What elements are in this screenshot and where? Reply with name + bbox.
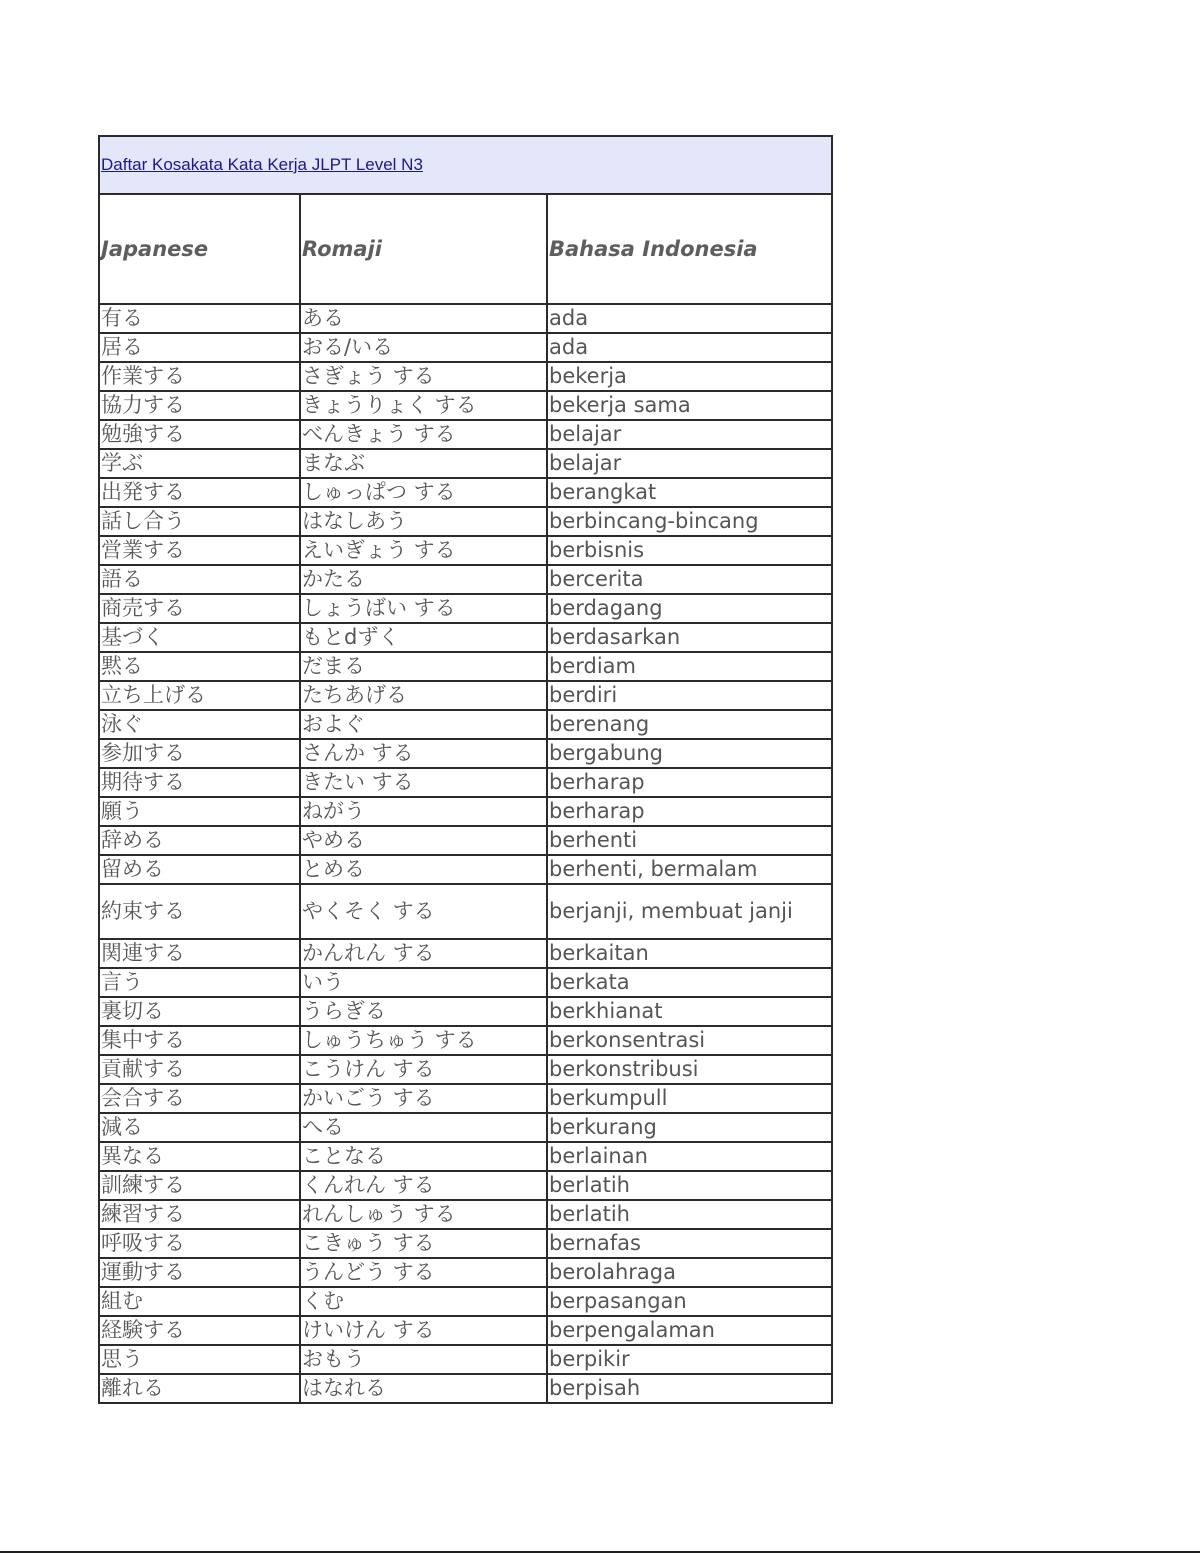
cell-romaji: はなしあう: [300, 507, 547, 536]
cell-japanese: 運動する: [99, 1258, 300, 1287]
cell-japanese: 勉強する: [99, 420, 300, 449]
cell-romaji: ある: [300, 304, 547, 333]
cell-romaji: べんきょう する: [300, 420, 547, 449]
table-row: [99, 391, 832, 420]
header-japanese: Japanese: [99, 194, 300, 304]
cell-japanese: 離れる: [99, 1374, 300, 1403]
table-row: [99, 420, 832, 449]
table-row: [99, 652, 832, 681]
cell-indonesian: bercerita: [547, 565, 832, 594]
cell-japanese: 訓練する: [99, 1171, 300, 1200]
cell-indonesian: bergabung: [547, 739, 832, 768]
table-row: [99, 968, 832, 997]
cell-indonesian: berharap: [547, 768, 832, 797]
table-row: [99, 565, 832, 594]
cell-japanese: 言う: [99, 968, 300, 997]
table-row: [99, 594, 832, 623]
cell-indonesian: berkata: [547, 968, 832, 997]
table-row: [99, 1345, 832, 1374]
cell-indonesian: berlatih: [547, 1171, 832, 1200]
cell-japanese: 練習する: [99, 1200, 300, 1229]
cell-indonesian: berpisah: [547, 1374, 832, 1403]
header-romaji: Romaji: [300, 194, 547, 304]
cell-japanese: 思う: [99, 1345, 300, 1374]
table-row: [99, 1026, 832, 1055]
cell-japanese: 減る: [99, 1113, 300, 1142]
cell-indonesian: berlatih: [547, 1200, 832, 1229]
cell-indonesian: berhenti: [547, 826, 832, 855]
table-row: [99, 884, 832, 939]
cell-indonesian: berlainan: [547, 1142, 832, 1171]
table-row: [99, 739, 832, 768]
table-row: [99, 1229, 832, 1258]
cell-indonesian: berdiam: [547, 652, 832, 681]
cell-indonesian: berdagang: [547, 594, 832, 623]
cell-japanese: 留める: [99, 855, 300, 884]
cell-romaji: かいごう する: [300, 1084, 547, 1113]
table-row: [99, 710, 832, 739]
cell-japanese: 話し合う: [99, 507, 300, 536]
cell-japanese: 商売する: [99, 594, 300, 623]
cell-japanese: 組む: [99, 1287, 300, 1316]
cell-indonesian: belajar: [547, 449, 832, 478]
cell-romaji: けいけん する: [300, 1316, 547, 1345]
cell-romaji: さんか する: [300, 739, 547, 768]
cell-romaji: もとdずく: [300, 623, 547, 652]
table-row: [99, 855, 832, 884]
cell-indonesian: berkhianat: [547, 997, 832, 1026]
cell-indonesian: berhenti, bermalam: [547, 855, 832, 884]
table-row: [99, 1113, 832, 1142]
cell-japanese: 集中する: [99, 1026, 300, 1055]
cell-indonesian: berjanji, membuat janji: [547, 884, 832, 939]
cell-japanese: 経験する: [99, 1316, 300, 1345]
cell-romaji: ねがう: [300, 797, 547, 826]
cell-indonesian: berharap: [547, 797, 832, 826]
cell-japanese: 黙る: [99, 652, 300, 681]
cell-romaji: おもう: [300, 1345, 547, 1374]
table-row: [99, 939, 832, 968]
cell-indonesian: bekerja: [547, 362, 832, 391]
cell-japanese: 会合する: [99, 1084, 300, 1113]
cell-japanese: 営業する: [99, 536, 300, 565]
cell-japanese: 語る: [99, 565, 300, 594]
cell-indonesian: berkonsentrasi: [547, 1026, 832, 1055]
table-row: [99, 1374, 832, 1403]
table-row: [99, 1200, 832, 1229]
title-row: [99, 136, 832, 194]
cell-romaji: おる/いる: [300, 333, 547, 362]
cell-japanese: 裏切る: [99, 997, 300, 1026]
cell-japanese: 貢献する: [99, 1055, 300, 1084]
table-row: [99, 768, 832, 797]
cell-romaji: こうけん する: [300, 1055, 547, 1084]
cell-romaji: たちあげる: [300, 681, 547, 710]
cell-romaji: およぐ: [300, 710, 547, 739]
cell-romaji: まなぶ: [300, 449, 547, 478]
table-body: [99, 136, 832, 1403]
table-row: [99, 304, 832, 333]
cell-indonesian: berdasarkan: [547, 623, 832, 652]
cell-indonesian: berenang: [547, 710, 832, 739]
table-row: [99, 797, 832, 826]
cell-indonesian: berpikir: [547, 1345, 832, 1374]
cell-indonesian: ada: [547, 304, 832, 333]
vocabulary-table: [98, 135, 833, 1404]
cell-indonesian: bernafas: [547, 1229, 832, 1258]
cell-romaji: ことなる: [300, 1142, 547, 1171]
cell-romaji: うらぎる: [300, 997, 547, 1026]
cell-indonesian: berbincang-bincang: [547, 507, 832, 536]
cell-indonesian: berkumpull: [547, 1084, 832, 1113]
cell-indonesian: berbisnis: [547, 536, 832, 565]
table-row: [99, 997, 832, 1026]
table-row: [99, 478, 832, 507]
cell-romaji: かんれん する: [300, 939, 547, 968]
cell-japanese: 居る: [99, 333, 300, 362]
cell-romaji: きょうりょく する: [300, 391, 547, 420]
cell-romaji: しょうばい する: [300, 594, 547, 623]
page-title-link[interactable]: Daftar Kosakata Kata Kerja JLPT Level N3: [101, 155, 423, 174]
cell-romaji: だまる: [300, 652, 547, 681]
cell-japanese: 呼吸する: [99, 1229, 300, 1258]
cell-indonesian: berangkat: [547, 478, 832, 507]
cell-romaji: へる: [300, 1113, 547, 1142]
cell-indonesian: berdiri: [547, 681, 832, 710]
cell-romaji: しゅうちゅう する: [300, 1026, 547, 1055]
cell-romaji: こきゅう する: [300, 1229, 547, 1258]
table-row: [99, 681, 832, 710]
cell-indonesian: ada: [547, 333, 832, 362]
cell-japanese: 異なる: [99, 1142, 300, 1171]
table-row: [99, 449, 832, 478]
cell-japanese: 期待する: [99, 768, 300, 797]
table-row: [99, 1171, 832, 1200]
cell-romaji: はなれる: [300, 1374, 547, 1403]
cell-japanese: 泳ぐ: [99, 710, 300, 739]
cell-indonesian: berpasangan: [547, 1287, 832, 1316]
cell-romaji: うんどう する: [300, 1258, 547, 1287]
table-row: [99, 362, 832, 391]
header-row: [99, 194, 832, 304]
cell-romaji: くんれん する: [300, 1171, 547, 1200]
cell-romaji: くむ: [300, 1287, 547, 1316]
cell-japanese: 作業する: [99, 362, 300, 391]
cell-japanese: 学ぶ: [99, 449, 300, 478]
table-row: [99, 1316, 832, 1345]
table-row: [99, 1084, 832, 1113]
cell-romaji: とめる: [300, 855, 547, 884]
cell-japanese: 参加する: [99, 739, 300, 768]
cell-romaji: さぎょう する: [300, 362, 547, 391]
table-row: [99, 1142, 832, 1171]
cell-romaji: いう: [300, 968, 547, 997]
cell-japanese: 基づく: [99, 623, 300, 652]
table-row: [99, 507, 832, 536]
table-row: [99, 1287, 832, 1316]
title-cell: [99, 136, 832, 194]
cell-japanese: 有る: [99, 304, 300, 333]
table-row: [99, 623, 832, 652]
cell-indonesian: bekerja sama: [547, 391, 832, 420]
cell-japanese: 協力する: [99, 391, 300, 420]
table-row: [99, 826, 832, 855]
cell-romaji: やくそく する: [300, 884, 547, 939]
cell-romaji: えいぎょう する: [300, 536, 547, 565]
cell-romaji: きたい する: [300, 768, 547, 797]
table-row: [99, 1258, 832, 1287]
cell-romaji: かたる: [300, 565, 547, 594]
cell-japanese: 関連する: [99, 939, 300, 968]
cell-japanese: 願う: [99, 797, 300, 826]
cell-japanese: 立ち上げる: [99, 681, 300, 710]
cell-indonesian: berkonstribusi: [547, 1055, 832, 1084]
table-row: [99, 536, 832, 565]
cell-indonesian: berpengalaman: [547, 1316, 832, 1345]
cell-romaji: やめる: [300, 826, 547, 855]
table-row: [99, 333, 832, 362]
table-row: [99, 1055, 832, 1084]
cell-japanese: 出発する: [99, 478, 300, 507]
cell-indonesian: berkaitan: [547, 939, 832, 968]
cell-japanese: 辞める: [99, 826, 300, 855]
cell-romaji: れんしゅう する: [300, 1200, 547, 1229]
header-indonesian: Bahasa Indonesia: [547, 194, 832, 304]
cell-japanese: 約束する: [99, 884, 300, 939]
cell-indonesian: berkurang: [547, 1113, 832, 1142]
cell-romaji: しゅっぱつ する: [300, 478, 547, 507]
cell-indonesian: berolahraga: [547, 1258, 832, 1287]
cell-indonesian: belajar: [547, 420, 832, 449]
